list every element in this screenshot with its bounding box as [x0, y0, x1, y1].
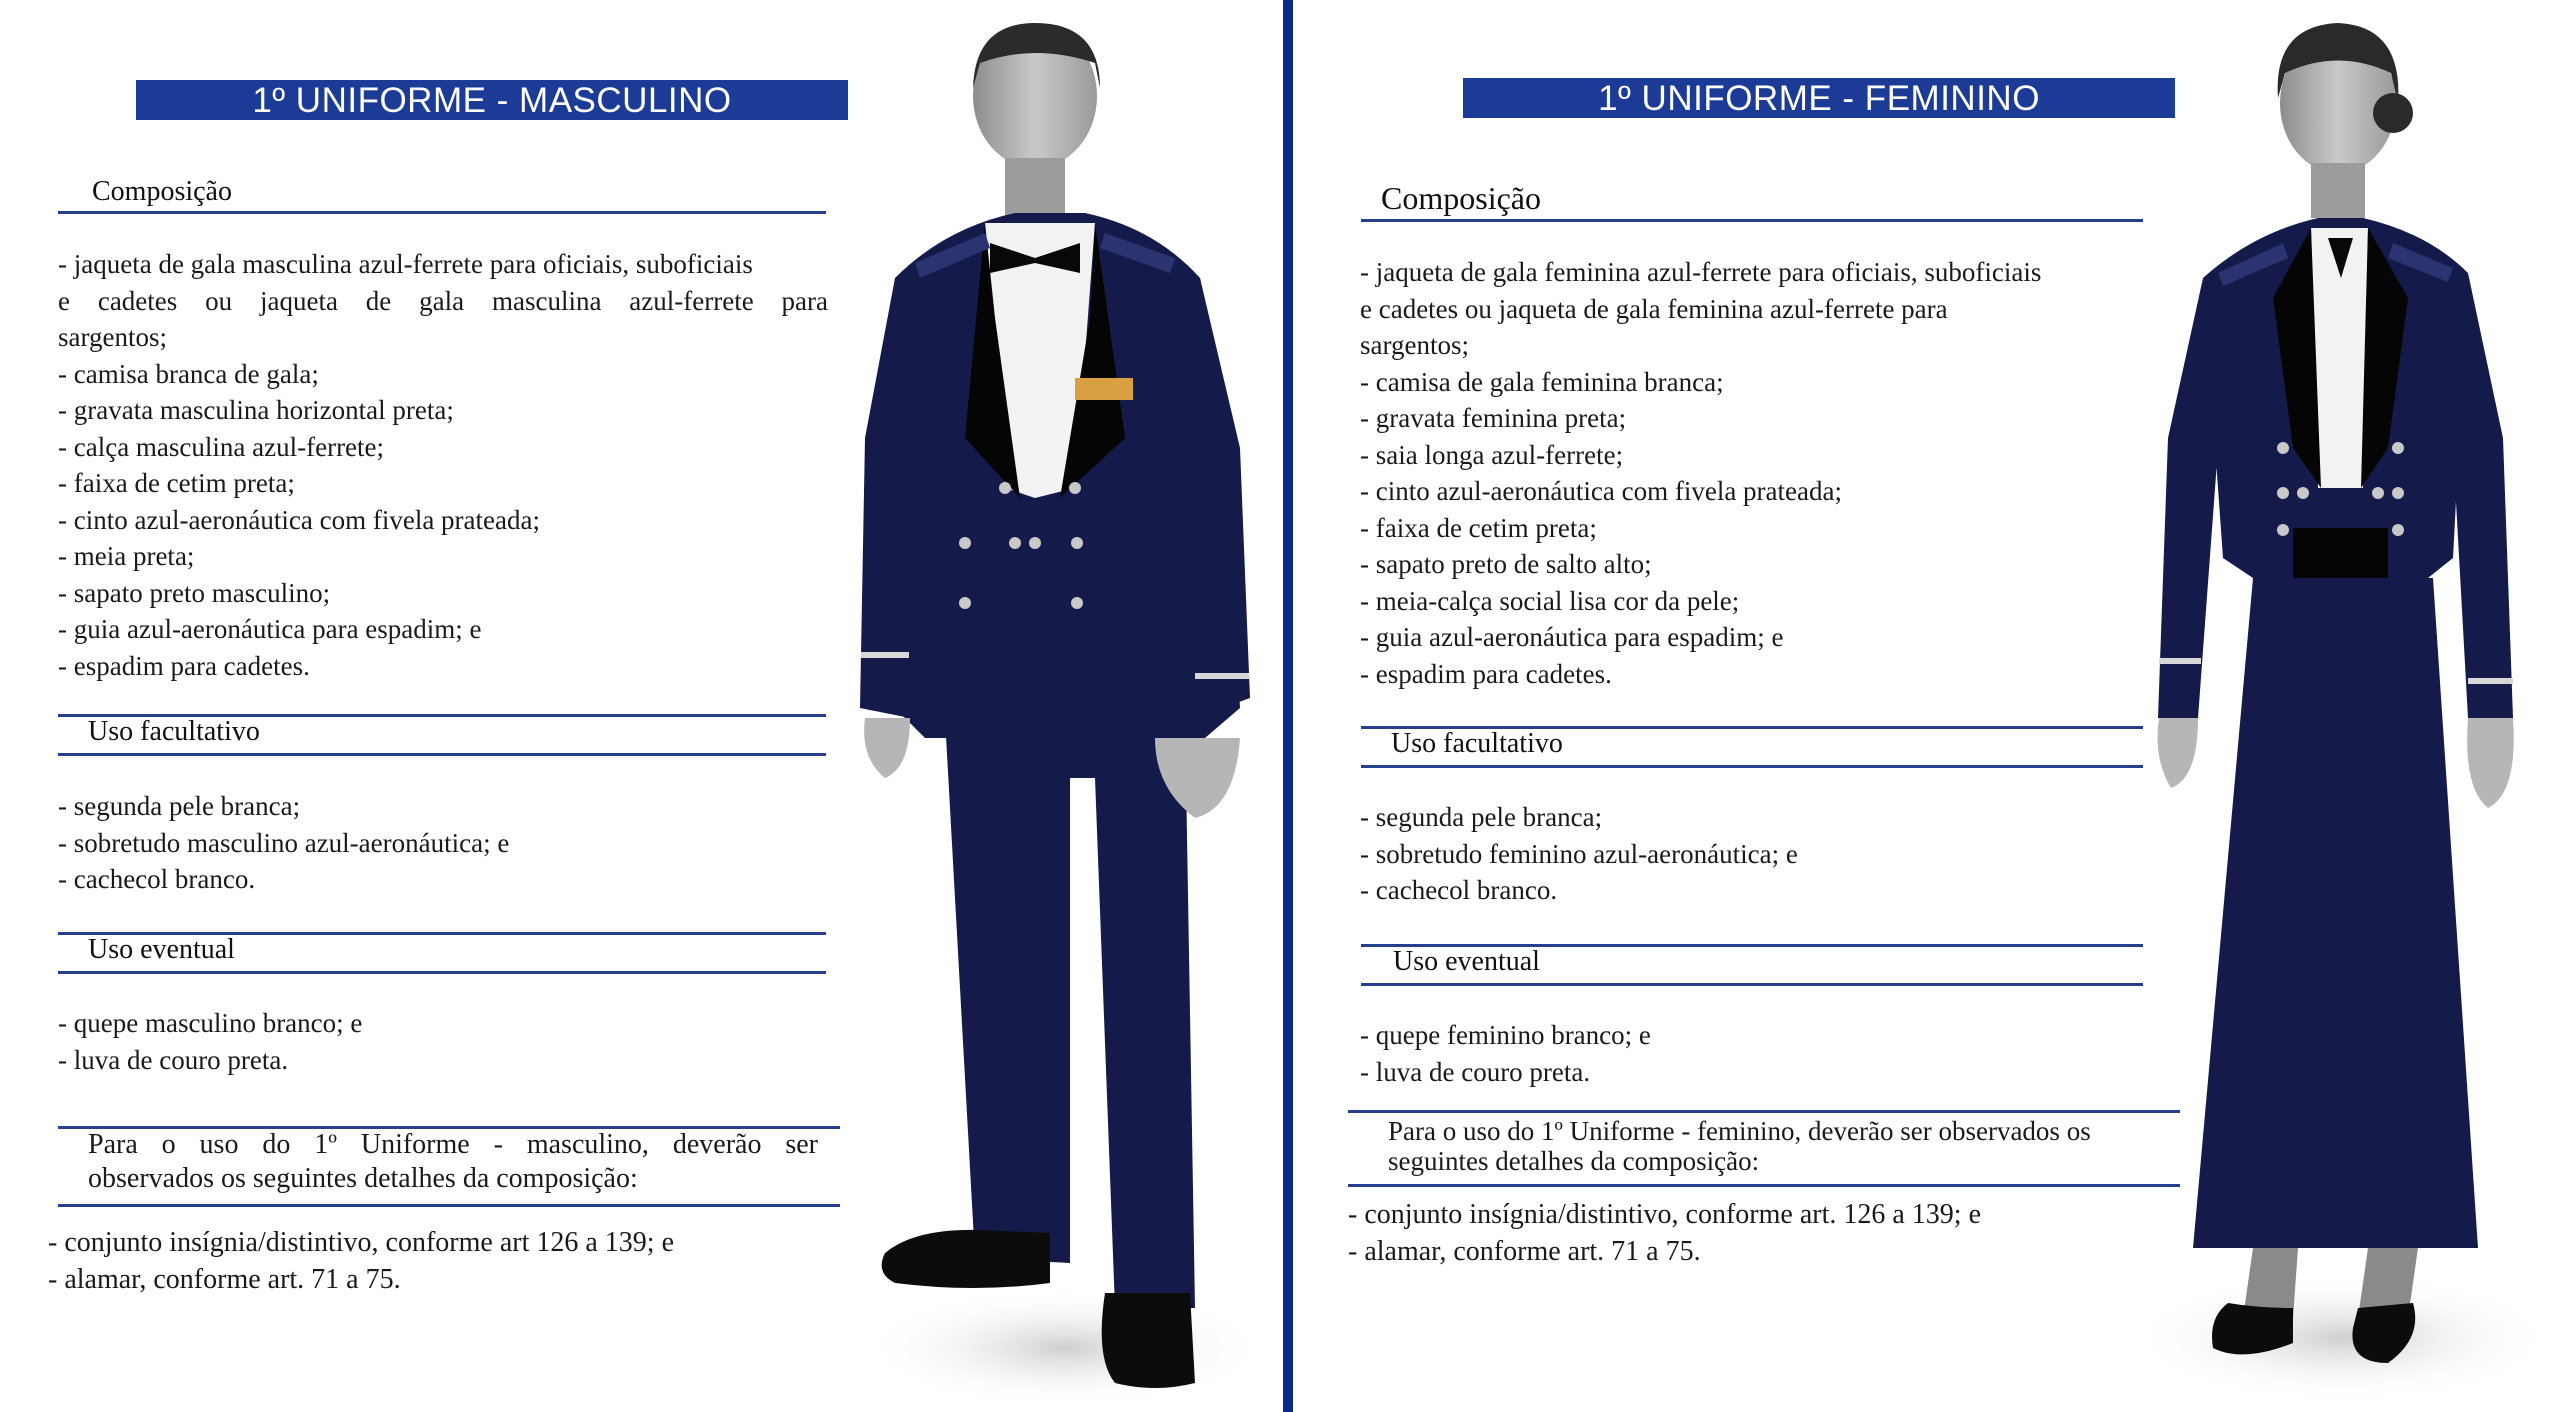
list-item: - guia azul-aeronáutica para espadim; e [58, 614, 482, 644]
section-rule [58, 971, 826, 974]
note-paragraph [1388, 1116, 2178, 1176]
list-item: - faixa de cetim preta; [1360, 512, 1597, 543]
composition-heading: Composição [1381, 180, 1541, 216]
section-rule [1361, 219, 2143, 222]
list-item: - luva de couro preta. [58, 1044, 289, 1075]
list-item: - jaqueta de gala feminina azul-ferrete para oficiais, suboficiais [1360, 257, 2042, 287]
list-item: e cadetes ou jaqueta de gala masculina azul-ferrete para [58, 285, 828, 316]
list-item: - meia-calça social lisa cor da pele; [1360, 585, 1740, 616]
list-item: - sobretudo feminino azul-aeronáutica; e [1360, 838, 1798, 869]
list-item: - camisa de gala feminina branca; [1360, 366, 1724, 397]
section-rule [1348, 1184, 2180, 1187]
list-item: - conjunto insígnia/distintivo, conforme art. 126 a 139; e [1348, 1199, 1981, 1230]
composition-heading: Composição [92, 176, 232, 207]
list-item: - cinto azul-aeronáutica com fivela prateada; [1360, 476, 1842, 506]
list-item: - quepe feminino branco; e [1360, 1020, 1651, 1050]
optional-heading: Uso facultativo [1391, 728, 1563, 759]
composition-list [58, 246, 828, 684]
occasional-heading: Uso eventual [88, 934, 235, 965]
note-line: Para o uso do 1º Uniforme - feminino, deverão ser observados os [1388, 1116, 2091, 1146]
list-item: - cachecol branco. [58, 864, 256, 894]
page-title: 1º UNIFORME - FEMININO [1463, 78, 2175, 118]
list-item: - sobretudo masculino azul-aeronáutica; e [58, 827, 510, 858]
occasional-heading: Uso eventual [1393, 946, 1540, 977]
note-line: observados os seguintes detalhes da composição: [88, 1163, 638, 1194]
list-item: - espadim para cadetes. [1360, 658, 1612, 689]
list-item: - faixa de cetim preta; [58, 468, 295, 498]
list-item: - sapato preto de salto alto; [1360, 549, 1652, 579]
note-line: Para o uso do 1º Uniforme - masculino, deverão ser [88, 1129, 818, 1160]
list-item: - espadim para cadetes. [58, 650, 310, 681]
note-line: seguintes detalhes da composição: [1388, 1146, 1760, 1176]
female-uniform-icon [2123, 18, 2553, 1408]
detail-list [1348, 1197, 2168, 1270]
list-item: - gravata masculina horizontal preta; [58, 395, 454, 425]
list-item: - gravata feminina preta; [1360, 403, 1627, 433]
list-item: - jaqueta de gala masculina azul-ferrete para oficiais, suboficiais [58, 249, 753, 279]
optional-heading: Uso facultativo [88, 716, 260, 747]
list-item: - camisa branca de gala; [58, 358, 319, 389]
list-item: sargentos; [58, 322, 167, 352]
list-item: - cinto azul-aeronáutica com fivela prateada; [58, 504, 540, 535]
list-item: e cadetes ou jaqueta de gala feminina azul-ferrete para [1360, 293, 1948, 324]
section-rule [1348, 1110, 2180, 1113]
list-item: - guia azul-aeronáutica para espadim; e [1360, 622, 1784, 652]
detail-list [48, 1225, 848, 1298]
list-item: - conjunto insígnia/distintivo, conforme art 126 a 139; e [48, 1227, 674, 1258]
list-item: - segunda pele branca; [1360, 802, 1603, 832]
occasional-list [58, 1005, 828, 1078]
optional-list [58, 788, 828, 898]
list-item: sargentos; [1360, 330, 1469, 360]
list-item: - alamar, conforme art. 71 a 75. [1348, 1235, 1701, 1267]
occasional-list [1360, 1017, 2160, 1090]
section-rule [58, 1204, 840, 1207]
composition-list [1360, 254, 2160, 692]
list-item: - quepe masculino branco; e [58, 1008, 363, 1038]
female-uniform-figure [2123, 18, 2553, 1408]
list-item: - calça masculina azul-ferrete; [58, 431, 385, 462]
list-item: - cachecol branco. [1360, 875, 1558, 905]
optional-list [1360, 799, 2160, 909]
list-item: - meia preta; [58, 541, 195, 571]
list-item: - segunda pele branca; [58, 791, 301, 821]
page-title: 1º UNIFORME - MASCULINO [136, 80, 848, 120]
list-item: - alamar, conforme art. 71 a 75. [48, 1263, 401, 1295]
male-uniform-icon [855, 18, 1275, 1408]
section-rule [58, 753, 826, 756]
male-uniform-figure [855, 18, 1275, 1408]
page-divider [1283, 0, 1293, 1412]
list-item: - saia longa azul-ferrete; [1360, 439, 1624, 470]
section-rule [1361, 765, 2143, 768]
section-rule [58, 211, 826, 214]
list-item: - luva de couro preta. [1360, 1056, 1591, 1087]
panel-female-uniform [1293, 0, 2560, 1412]
section-rule [1361, 983, 2143, 986]
note-paragraph [88, 1128, 818, 1196]
list-item: - sapato preto masculino; [58, 577, 331, 608]
